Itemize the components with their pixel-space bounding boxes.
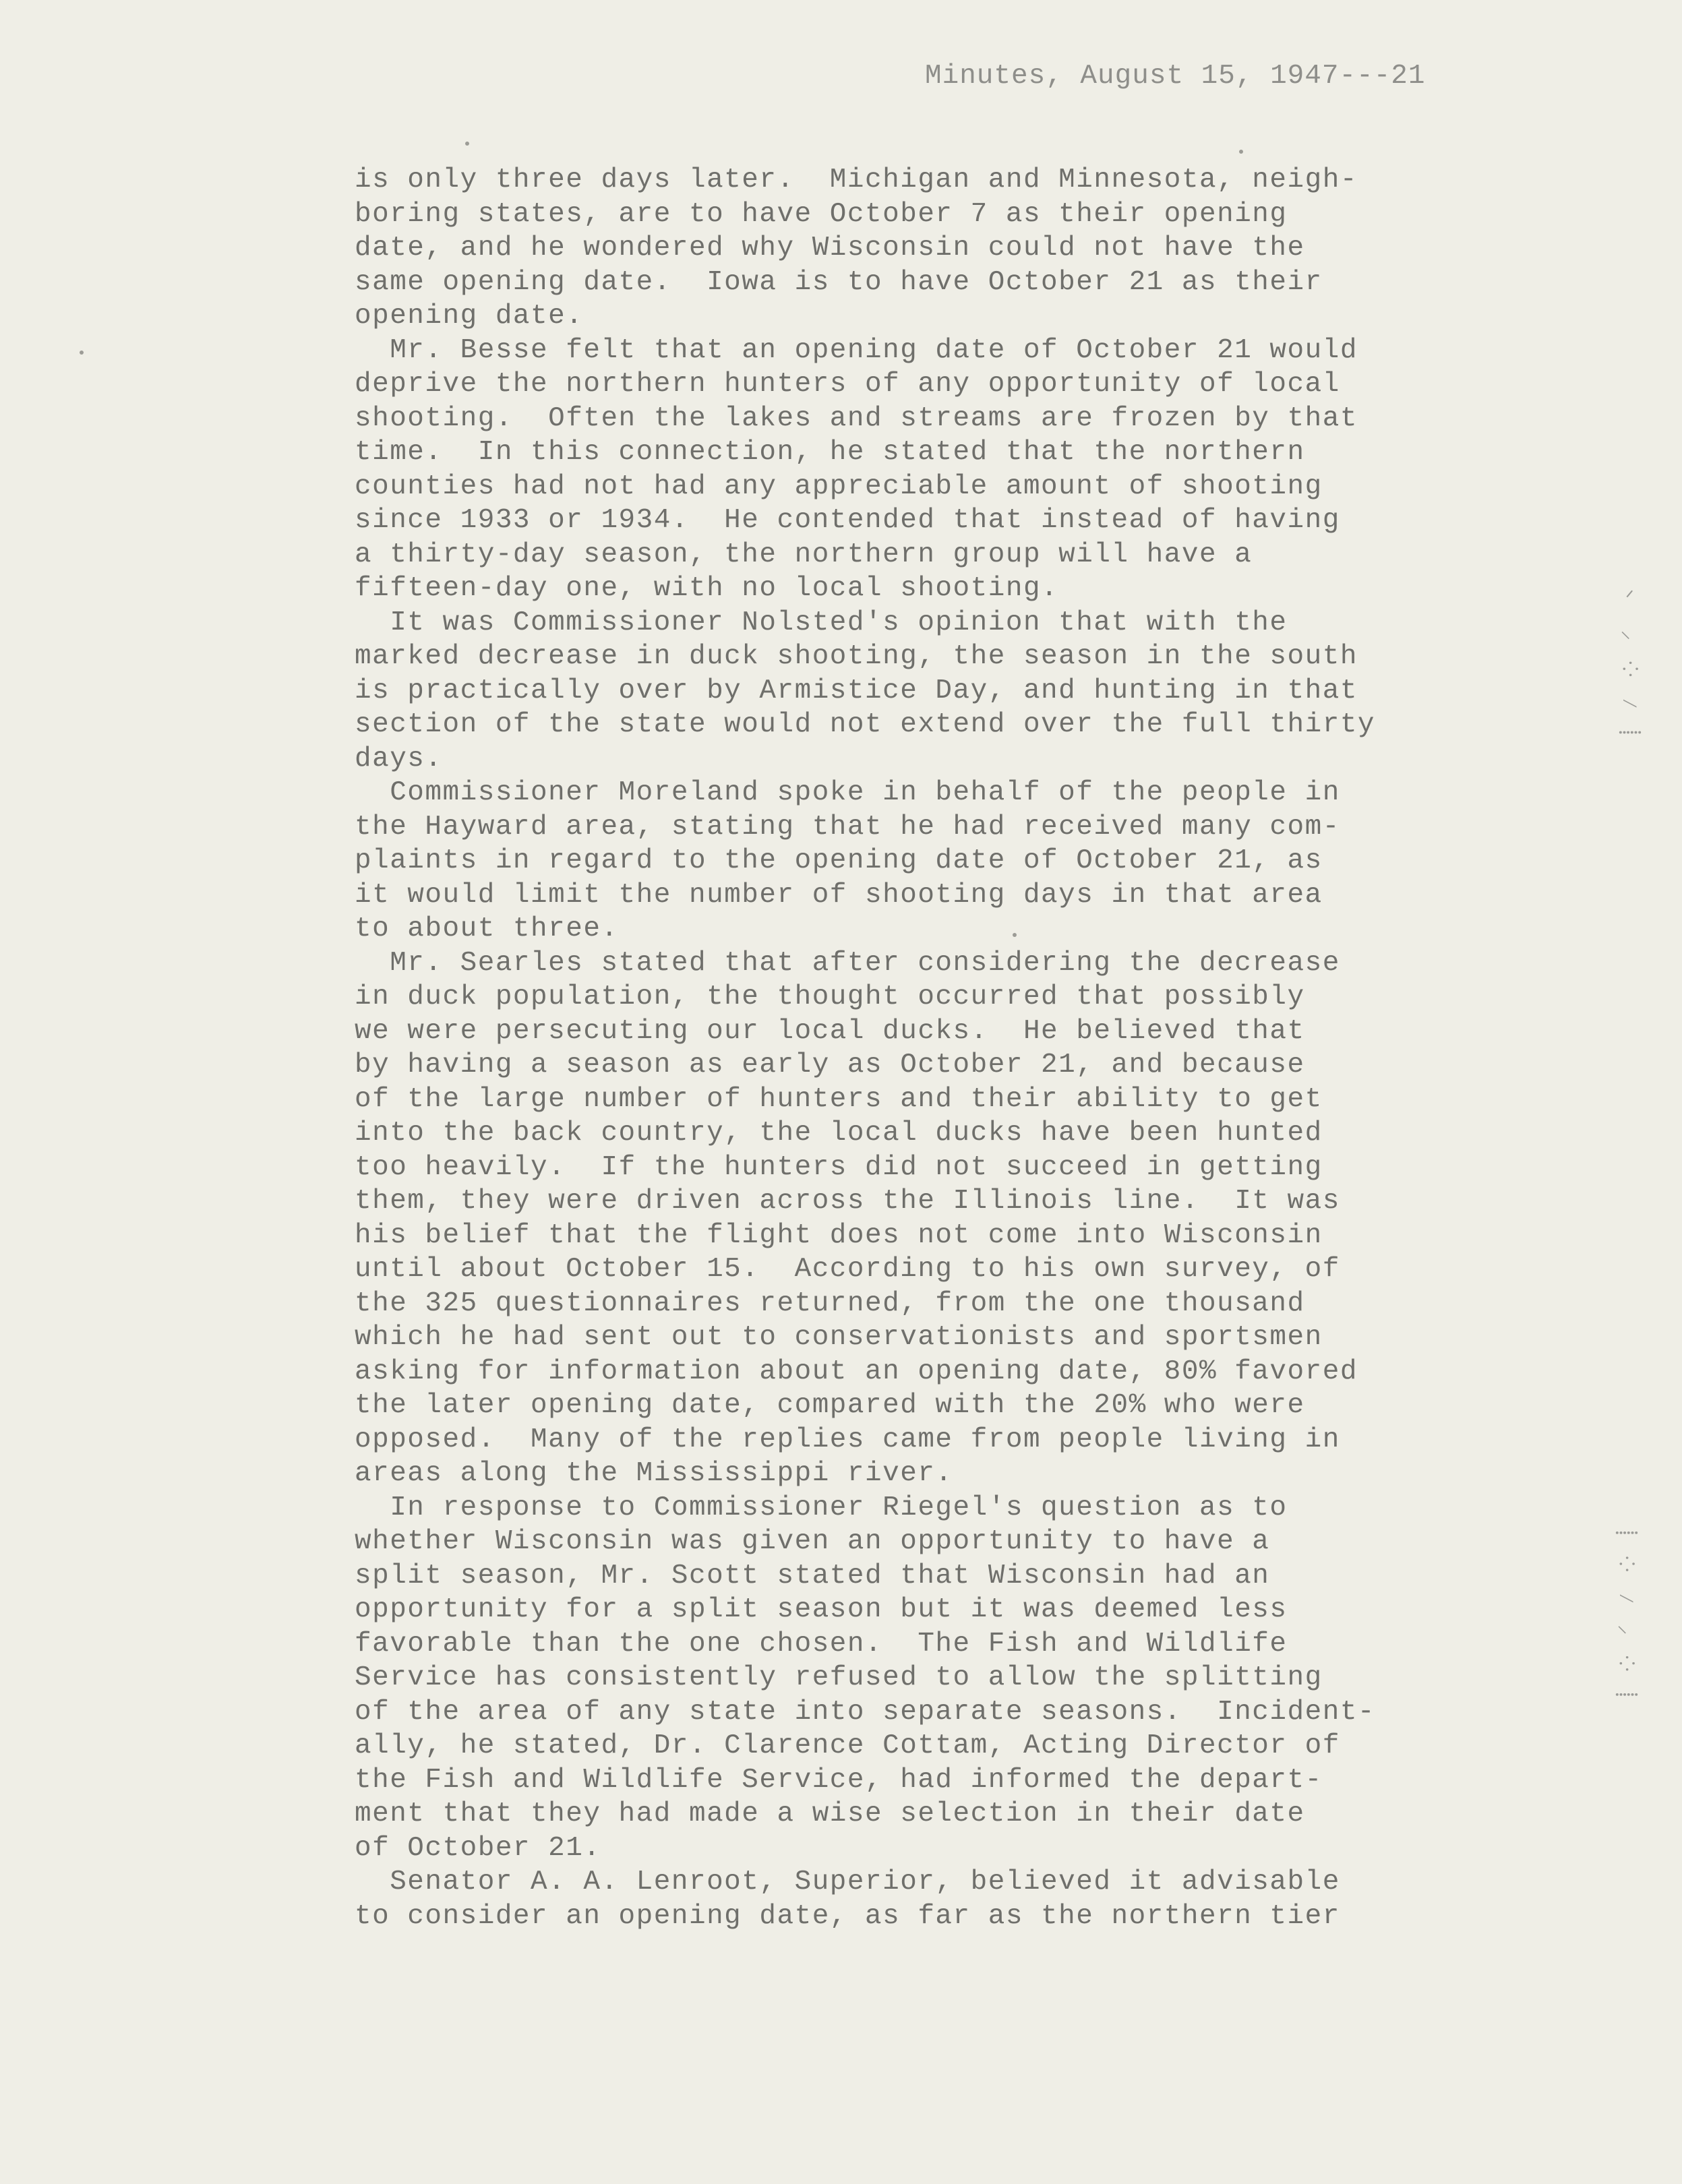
text-line: the Fish and Wildlife Service, had informed the depart- — [355, 1764, 1323, 1796]
text-line: to about three. — [355, 913, 619, 944]
text-line: of the large number of hunters and their ability to get — [355, 1083, 1323, 1115]
paper-speck — [1239, 150, 1243, 154]
text-line: Service has consistently refused to allow the splitting — [355, 1662, 1323, 1693]
text-line: of October 21. — [355, 1832, 601, 1864]
text-line: them, they were driven across the Illinois line. It was — [355, 1186, 1340, 1217]
text-line: Mr. Besse felt that an opening date of October 21 would — [355, 334, 1358, 366]
text-line: until about October 15. According to his own survey, of — [355, 1254, 1340, 1285]
bleed-through-mark: ᐟ ⸝ ⁘ ⁄ ⸽ — [1617, 586, 1640, 739]
paper-speck — [465, 142, 469, 146]
text-line: it would limit the number of shooting days in that area — [355, 879, 1323, 911]
text-line: It was Commissioner Nolsted's opinion that with the — [355, 607, 1288, 638]
text-line: Commissioner Moreland spoke in behalf of the people in — [355, 777, 1340, 808]
text-line: date, and he wondered why Wisconsin could not have the — [355, 233, 1305, 264]
text-line: to consider an opening date, as far as the northern tier — [355, 1900, 1340, 1932]
text-line: asking for information about an opening date, 80% favored — [355, 1356, 1358, 1387]
text-line: his belief that the flight does not come into Wisconsin — [355, 1219, 1323, 1251]
text-line: areas along the Mississippi river. — [355, 1458, 953, 1489]
text-line: same opening date. Iowa is to have October 21 as their — [355, 266, 1323, 298]
text-line: section of the state would not extend over the full thirty — [355, 709, 1376, 740]
minutes-body — [355, 163, 1568, 1933]
text-line: ally, he stated, Dr. Clarence Cottam, Acting Director of — [355, 1730, 1340, 1761]
text-line: whether Wisconsin was given an opportunity to have a — [355, 1526, 1270, 1557]
text-line: the 325 questionnaires returned, from the one thousand — [355, 1287, 1305, 1319]
text-line: into the back country, the local ducks have been hunted — [355, 1118, 1323, 1149]
text-line: by having a season as early as October 21, and because — [355, 1050, 1305, 1081]
text-line: boring states, are to have October 7 as their opening — [355, 198, 1288, 230]
text-line: opposed. Many of the replies came from people living in — [355, 1424, 1340, 1455]
text-line: the Hayward area, stating that he had received many com- — [355, 811, 1340, 843]
text-line: marked decrease in duck shooting, the season in the south — [355, 641, 1358, 672]
text-line: Senator A. A. Lenroot, Superior, believed it advisable — [355, 1867, 1340, 1898]
text-line: which he had sent out to conservationists and sportsmen — [355, 1322, 1323, 1353]
text-line: opportunity for a split season but it was deemed less — [355, 1594, 1288, 1625]
paper-speck — [1013, 933, 1017, 937]
text-line: counties had not had any appreciable amount of shooting — [355, 471, 1323, 502]
text-line: since 1933 or 1934. He contended that instead of having — [355, 505, 1340, 536]
text-line: is practically over by Armistice Day, and hunting in that — [355, 675, 1358, 706]
text-line: a thirty-day season, the northern group will have a — [355, 539, 1253, 570]
text-line: favorable than the one chosen. The Fish and Wildlife — [355, 1628, 1288, 1660]
text-line: in duck population, the thought occurred that possibly — [355, 981, 1305, 1012]
text-line: is only three days later. Michigan and Minnesota, neigh- — [355, 164, 1358, 195]
paper-speck — [80, 351, 84, 355]
text-line: split season, Mr. Scott stated that Wisconsin had an — [355, 1560, 1270, 1591]
text-line: the later opening date, compared with the 20% who were — [355, 1390, 1305, 1421]
text-line: time. In this connection, he stated that the northern — [355, 437, 1305, 468]
text-line: shooting. Often the lakes and streams are frozen by that — [355, 402, 1358, 434]
bleed-through-mark: ⸽ ⁘ ⁄ ⸝ ⁘ ⸽ — [1613, 1530, 1636, 1701]
text-line: days. — [355, 743, 443, 775]
text-line: too heavily. If the hunters did not succeed in getting — [355, 1151, 1323, 1183]
text-line: opening date. — [355, 301, 584, 332]
text-line: of the area of any state into separate seasons. Incident- — [355, 1696, 1376, 1728]
text-line: we were persecuting our local ducks. He believed that — [355, 1015, 1305, 1047]
text-line: plaints in regard to the opening date of October 21, as — [355, 845, 1323, 876]
text-line: deprive the northern hunters of any opportunity of local — [355, 369, 1340, 400]
text-line: ment that they had made a wise selection in their date — [355, 1798, 1305, 1829]
page-header: Minutes, August 15, 1947---21 — [925, 61, 1426, 92]
text-line: Mr. Searles stated that after considering the decrease — [355, 947, 1340, 979]
text-line: fifteen-day one, with no local shooting. — [355, 573, 1059, 604]
text-line: In response to Commissioner Riegel's question as to — [355, 1492, 1288, 1523]
